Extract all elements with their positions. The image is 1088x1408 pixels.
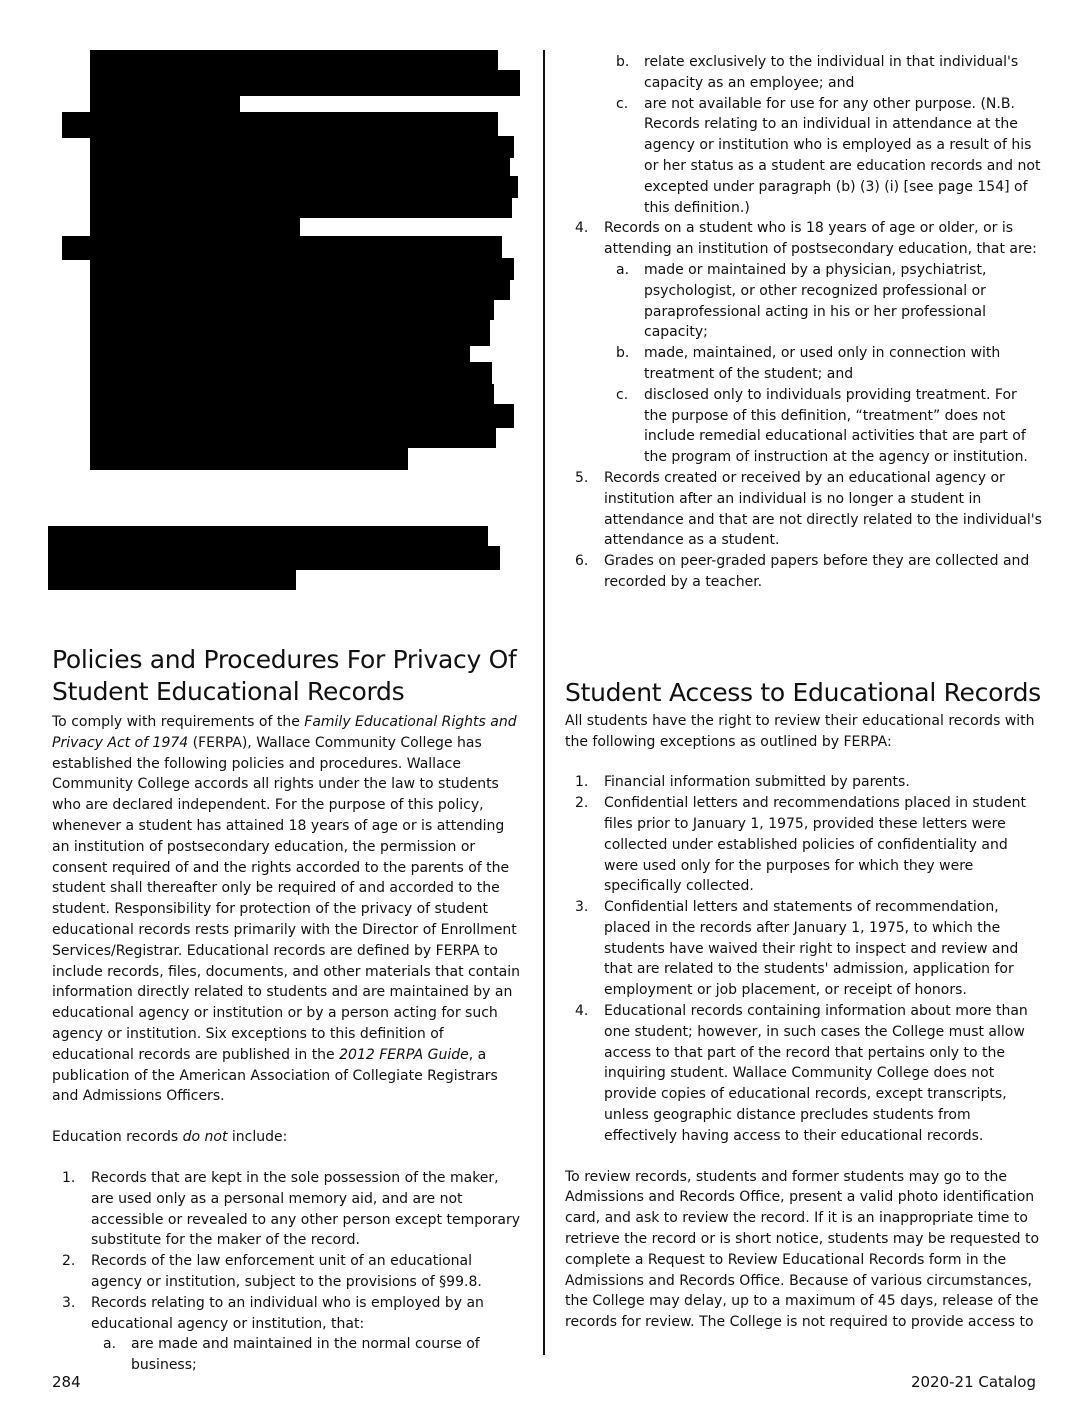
intro-paragraph: To comply with requirements of the Family Educational Rights and Privacy Act of 1974 (FERPA), Wallace Community College has established the following policies and procedures. Wallace Community College accords all rights under the law to students who are declared independent. For the purpose of this policy, whenever a student has attained 18 years of age or is attending an institution of postsecondary education, the permission or consent required of and the rights accorded to the parents of the student shall thereafter only be required of and accorded to the student. Responsibility for protection of the privacy of student educational records rests primarily with the Director of Enrollment Services/Registrar. Educational records are defined by FERPA to include records, files, documents, and other materials that contain information directly related to students and are maintained by an educational agency or institution or by a person acting for such agency or institution. Six exceptions to this definition of educational records are published in the 2012 FERPA Guide, a publication of the American Association of Collegiate Registrars and Admissions Officers. [52,714,520,1105]
list-item: 4. Records on a student who is 18 years of age or older, or is attending an institution of postsecondary education, that are: a. made or maintained by a physician, psychiatrist, psychologist, or other recognized professional or paraprofessional acting in his or her professional capacity; b. made, maintained, or used only in connection with treatment of the student; and c. disclosed only to individuals providing treatment. For the purpose of this definition, “treatment” does not include remedial educational activities that are part of the program of instruction at the agency or institution. [565,218,1043,468]
right-column [565,52,1043,1333]
list-item: 1. Records that are kept in the sole possession of the maker, are used only as a personal memory aid, and are not accessible or revealed to any other person except temporary substitute for the maker of the record. [62,1169,521,1249]
left-column [52,644,522,1376]
list-item: 5. Records created or received by an educational agency or institution after an individual is no longer a student in attendance and that are not directly related to the individual's attendance as a student. [575,469,1042,549]
list-item: 4. Educational records containing information about more than one student; however, in such cases the College must allow access to that part of the record that pertains only to the inquiring student. Wallace Community College does not provide copies of educational records, except transcripts, unless geographic distance precludes students from effectively having access to their educational records. [575,1003,1028,1144]
continued-sub-list [565,52,1043,218]
sub-list-item: c. are not available for use for any other purpose. (N.B. Records relating to an individual in attendance at the agency or institution who is employed as a result of his or her status as a student are education records and not excepted under paragraph (b) (3) (i) [see page 154] of this definition.) [616,95,1041,216]
sub-list-item: c. disclosed only to individuals providing treatment. For the purpose of this definition, “treatment” does not include remedial educational activities that are part of the program of instruction at the agency or institution. [616,386,1028,466]
sub-list-item: a. made or maintained by a physician, psychiatrist, psychologist, or other recognized professional or paraprofessional acting in his or her professional capacity; [616,261,987,341]
list-item: 3. Confidential letters and statements of recommendation, placed in the records after January 1, 1975, to which the students have waived their right to inspect and review and that are related to the students' admission, application for employment or job placement, or receipt of honors. [575,899,1019,999]
list-item: 3. Records relating to an individual who is employed by an educational agency or institution, that: a. are made and maintained in the normal course of business; [52,1293,522,1376]
section-heading-access: Student Access to Educational Records [565,677,1041,707]
act-name: Family Educational Rights and Privacy Act of 1974 [52,714,517,751]
guide-name: 2012 FERPA Guide [339,1046,469,1063]
list-item: 1. Financial information submitted by parents. [575,774,910,791]
access-intro: All students have the right to review their educational records with the following exceptions as outlined by FERPA: [565,712,1035,750]
sub-list-item: b. relate exclusively to the individual in that individual's capacity as an employee; and [616,54,1019,91]
access-exceptions-list [565,772,1043,1146]
sub-list-item: a. are made and maintained in the normal course of business; [103,1336,480,1374]
not-include-line: Education records do not include: [52,1129,288,1146]
review-paragraph: To review records, students and former students may go to the Admissions and Records Office, present a valid photo identification card, and ask to review the record. If it is an inappropriate time to retrieve the record or is short notice, students may be requested to complete a Request to Review Educational Records form in the Admissions and Records Office. Because of various circumstances, the College may delay, up to a maximum of 45 days, release of the records for review. The College is not required to provide access to [565,1168,1040,1331]
exceptions-list [52,1168,522,1376]
list-item: 6. Grades on peer-graded papers before they are collected and recorded by a teacher. [575,553,1030,590]
list-item: 2. Records of the law enforcement unit of an educational agency or institution, subject to the provisions of §99.8. [62,1253,482,1290]
column-divider [543,50,545,1355]
exceptions-list-continued [565,218,1043,592]
list-item: 2. Confidential letters and recommendations placed in student files prior to January 1, 1975, provided these letters were collected under established policies of confidentiality and were used only for the purposes for which they were specifically collected. [575,795,1026,895]
page-number: 284 [52,1373,81,1391]
catalog-label: 2020-21 Catalog [910,1373,1036,1391]
section-heading-privacy: Policies and Procedures For Privacy Of Student Educational Records [52,645,517,706]
sub-list-item: b. made, maintained, or used only in connection with treatment of the student; and [616,345,1001,382]
